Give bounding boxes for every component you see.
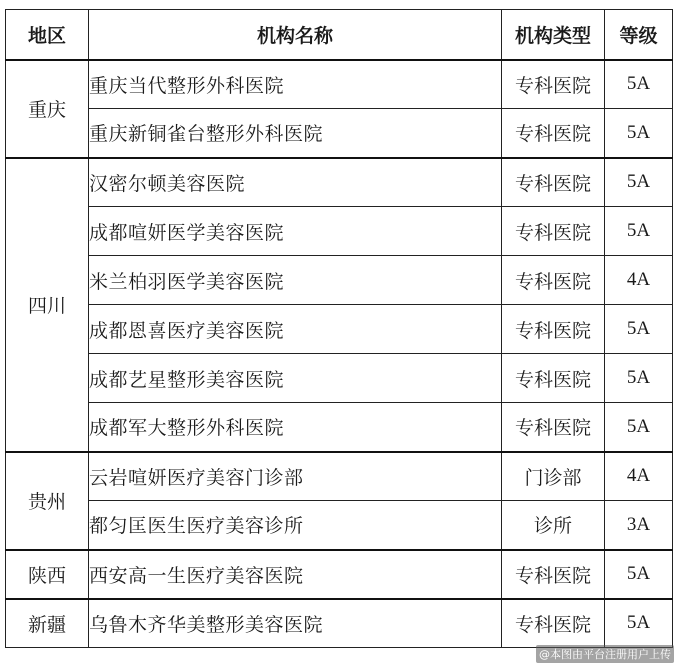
grade-cell: 5A [605, 403, 673, 452]
type-cell: 专科医院 [502, 550, 605, 599]
table-row [6, 599, 673, 648]
grade-cell: 5A [605, 599, 673, 648]
name-cell: 成都军大整形外科医院 [89, 403, 502, 452]
type-cell: 诊所 [502, 501, 605, 550]
table-row [6, 207, 673, 256]
type-cell: 专科医院 [502, 599, 605, 648]
name-cell: 米兰柏羽医学美容医院 [89, 256, 502, 305]
table-row [6, 109, 673, 158]
header-grade: 等级 [605, 10, 673, 60]
type-cell: 门诊部 [502, 452, 605, 501]
region-cell: 重庆 [6, 60, 89, 158]
table-row [6, 158, 673, 207]
type-cell: 专科医院 [502, 158, 605, 207]
name-cell: 重庆当代整形外科医院 [89, 60, 502, 109]
region-cell: 陕西 [6, 550, 89, 599]
region-cell: 新疆 [6, 599, 89, 648]
header-name: 机构名称 [89, 10, 502, 60]
type-cell: 专科医院 [502, 354, 605, 403]
clinic-grade-table [5, 9, 673, 648]
grade-cell: 4A [605, 256, 673, 305]
name-cell: 西安高一生医疗美容医院 [89, 550, 502, 599]
type-cell: 专科医院 [502, 403, 605, 452]
table-row [6, 256, 673, 305]
type-cell: 专科医院 [502, 109, 605, 158]
table-row [6, 60, 673, 109]
grade-cell: 5A [605, 550, 673, 599]
table-row [6, 452, 673, 501]
table-row [6, 305, 673, 354]
grade-cell: 5A [605, 158, 673, 207]
header-row [6, 10, 673, 60]
name-cell: 云岩喧妍医疗美容门诊部 [89, 452, 502, 501]
name-cell: 重庆新铜雀台整形外科医院 [89, 109, 502, 158]
table-row [6, 403, 673, 452]
type-cell: 专科医院 [502, 207, 605, 256]
grade-cell: 4A [605, 452, 673, 501]
watermark-text: @本图由平台注册用户上传 [536, 645, 674, 663]
table-row [6, 501, 673, 550]
name-cell: 都匀匡医生医疗美容诊所 [89, 501, 502, 550]
grade-cell: 5A [605, 60, 673, 109]
name-cell: 成都喧妍医学美容医院 [89, 207, 502, 256]
name-cell: 成都艺星整形美容医院 [89, 354, 502, 403]
type-cell: 专科医院 [502, 305, 605, 354]
grade-cell: 5A [605, 305, 673, 354]
header-type: 机构类型 [502, 10, 605, 60]
grade-cell: 3A [605, 501, 673, 550]
grade-cell: 5A [605, 354, 673, 403]
table-row [6, 550, 673, 599]
table-row [6, 354, 673, 403]
grade-cell: 5A [605, 109, 673, 158]
name-cell: 乌鲁木齐华美整形美容医院 [89, 599, 502, 648]
table-body [6, 60, 673, 648]
type-cell: 专科医院 [502, 60, 605, 109]
name-cell: 汉密尔顿美容医院 [89, 158, 502, 207]
region-cell: 贵州 [6, 452, 89, 550]
name-cell: 成都恩喜医疗美容医院 [89, 305, 502, 354]
header-region: 地区 [6, 10, 89, 60]
region-cell: 四川 [6, 158, 89, 452]
grade-cell: 5A [605, 207, 673, 256]
type-cell: 专科医院 [502, 256, 605, 305]
